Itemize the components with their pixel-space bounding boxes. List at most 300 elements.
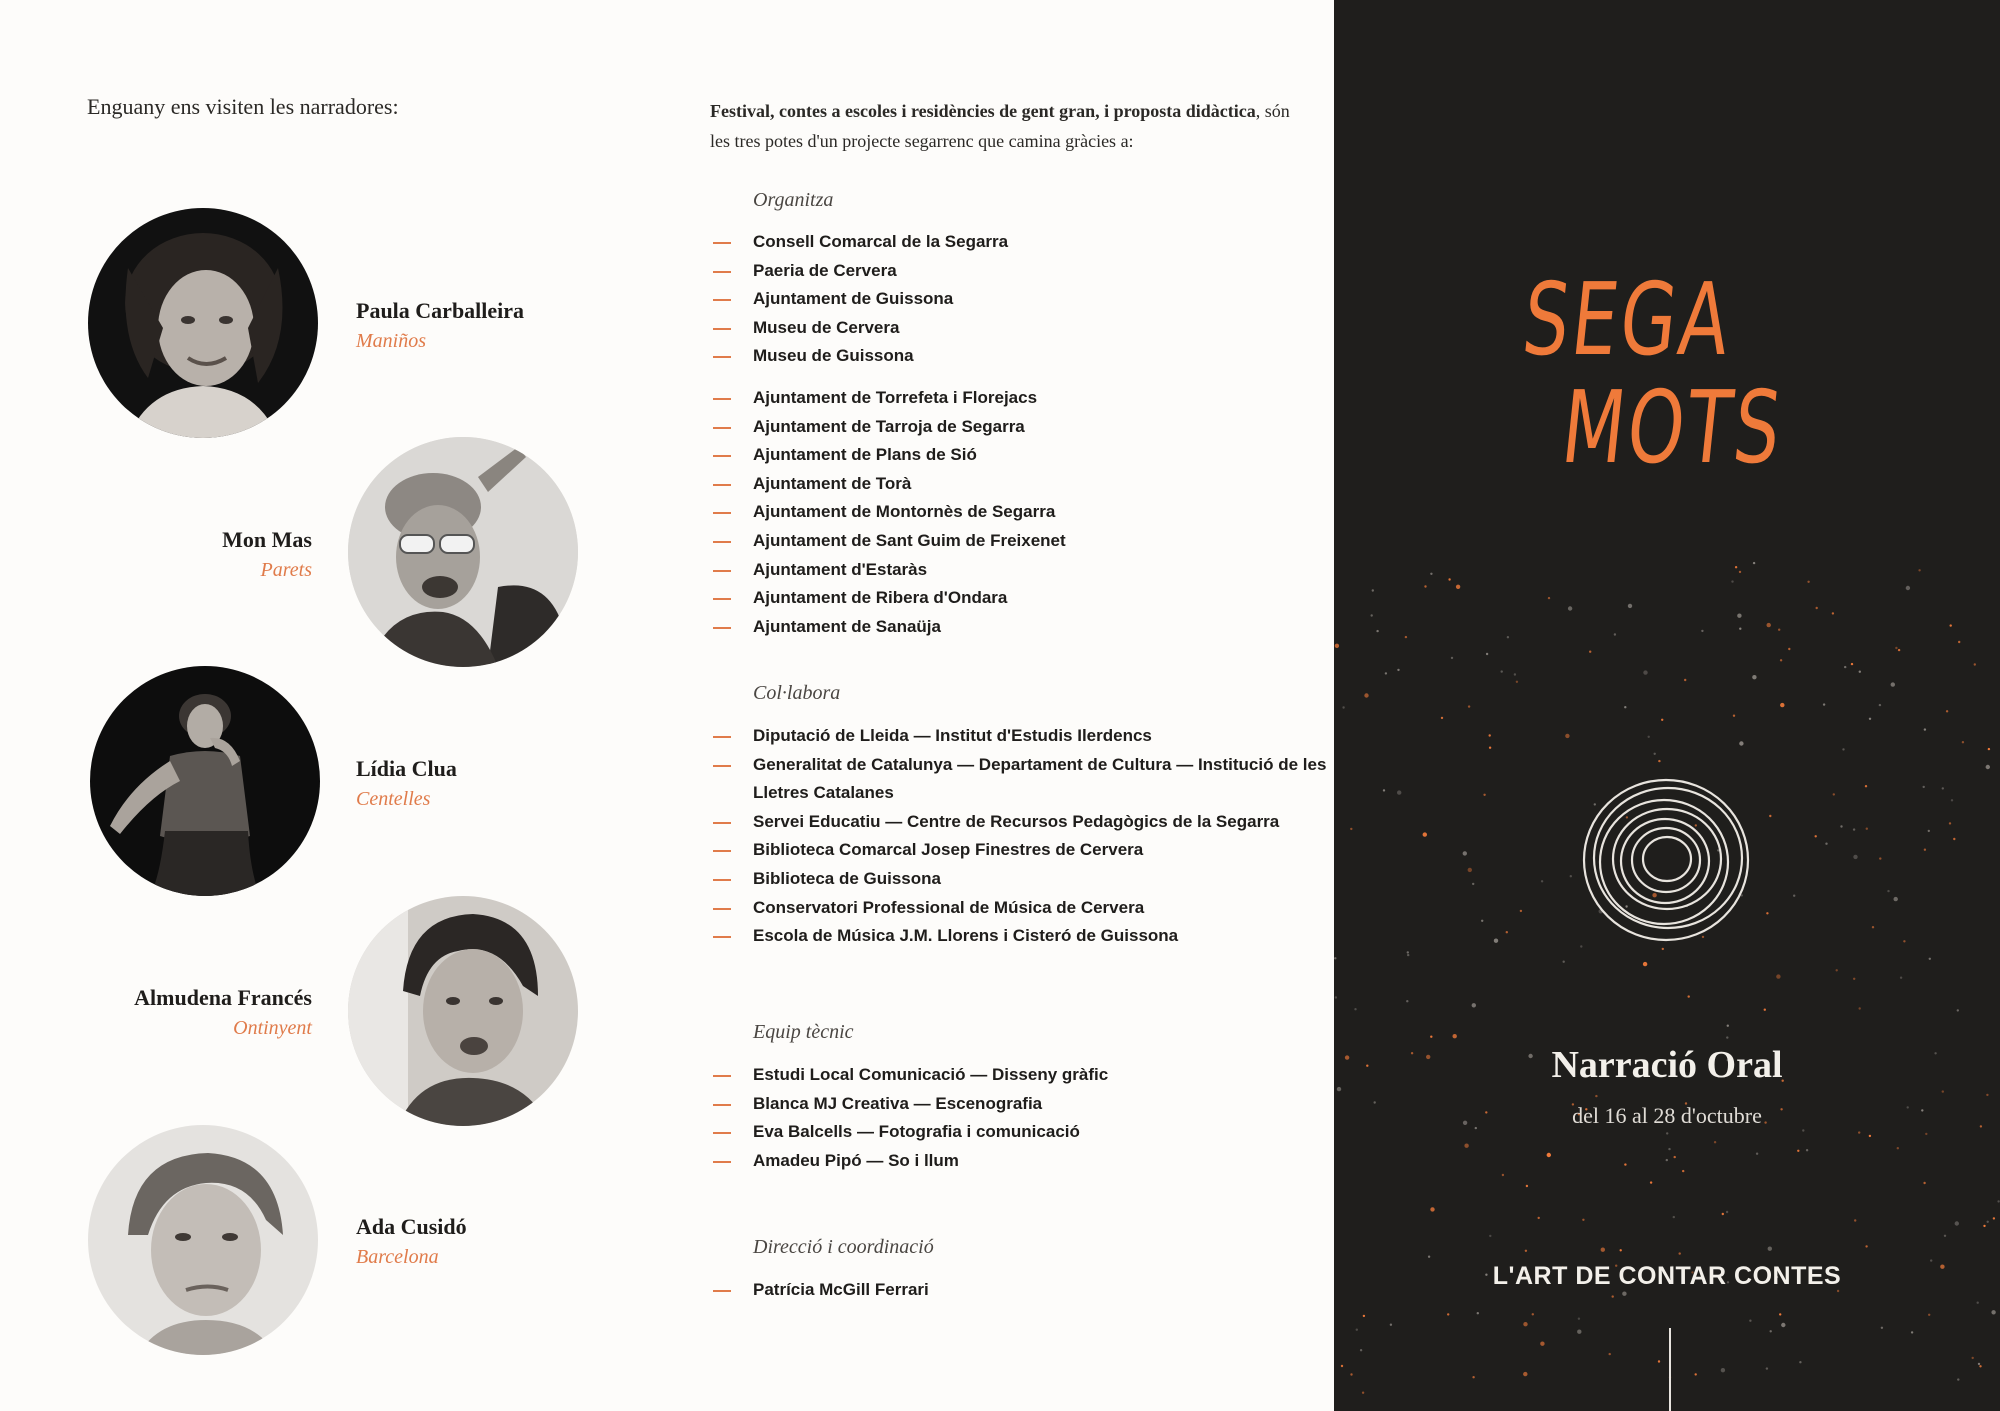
star-dot [1628, 604, 1632, 608]
star-dot [1547, 1153, 1551, 1157]
collabora-list [710, 722, 1330, 951]
star-dot [1944, 1235, 1946, 1237]
star-dot [1472, 1376, 1474, 1378]
star-dot [1986, 1094, 1988, 1096]
star-dot [1468, 868, 1472, 872]
direccio-list [710, 1276, 1330, 1305]
star-dot [1842, 748, 1844, 750]
list-item: Ajuntament de Guissona [710, 285, 1330, 314]
star-dot [1372, 589, 1374, 591]
star-dot [1851, 663, 1853, 665]
star-dot [1891, 682, 1895, 686]
star-dot [1614, 633, 1616, 635]
star-dot [1928, 1314, 1930, 1316]
star-dot [1477, 1312, 1479, 1314]
star-dot [1714, 1141, 1716, 1143]
star-dot [1815, 835, 1817, 837]
narrator-name: Paula Carballeira [356, 298, 525, 323]
star-dot [1612, 1295, 1614, 1297]
star-dot [1464, 1144, 1468, 1148]
star-dot [1376, 630, 1378, 632]
list-item: Ajuntament de Plans de Sió [710, 441, 1330, 470]
star-dot [1766, 912, 1768, 914]
star-dot [1489, 747, 1491, 749]
narrator-caption [356, 756, 616, 811]
narrator-portrait-mon [348, 437, 578, 667]
star-dot [1463, 851, 1467, 855]
organitza-list [710, 228, 1330, 641]
list-item: Patrícia McGill Ferrari [710, 1276, 1330, 1305]
star-dot [1983, 1225, 1985, 1227]
dash-icon [713, 512, 731, 514]
narrator-portrait-lidia [90, 666, 320, 896]
star-dot [1972, 1357, 1974, 1359]
star-dot [1986, 765, 1990, 769]
star-dot [1879, 857, 1881, 859]
star-dot [1682, 1170, 1684, 1172]
star-dot [1407, 954, 1409, 956]
star-dot [1957, 1009, 1959, 1011]
star-dot [1342, 706, 1344, 708]
star-dot [1925, 1133, 1927, 1135]
list-item: Paeria de Cervera [710, 257, 1330, 286]
dash-icon [713, 271, 731, 273]
star-dot [1768, 1247, 1772, 1251]
list-item: Estudi Local Comunicació — Disseny gràfic [710, 1061, 1330, 1090]
star-dot [1918, 569, 1920, 571]
star-dot [1456, 585, 1460, 589]
star-dot [1563, 961, 1565, 963]
star-dot [1516, 681, 1518, 683]
star-dot [1832, 612, 1834, 614]
star-dot [1923, 1182, 1925, 1184]
star-dot [1987, 1221, 1989, 1223]
list-item: Generalitat de Catalunya — Departament de Cultura — Institució de les Lletres Catalanes [710, 751, 1330, 808]
star-dot [1869, 718, 1871, 720]
star-dot [1749, 1320, 1751, 1322]
star-dot [1643, 670, 1647, 674]
star-dot [1362, 1392, 1364, 1394]
star-dot [1486, 653, 1488, 655]
section-title-direccio: Direcció i coordinació [753, 1236, 934, 1258]
star-dot [1865, 785, 1867, 787]
star-dot [1753, 562, 1755, 564]
event-title: Narració Oral [1551, 1044, 1783, 1086]
list-item: Diputació de Lleida — Institut d'Estudis Ilerdencs [710, 722, 1330, 751]
star-dot [1949, 822, 1951, 824]
dash-icon [713, 570, 731, 572]
star-dot [1578, 1318, 1580, 1320]
list-item: Museu de Cervera [710, 314, 1330, 343]
dash-icon [713, 1104, 731, 1106]
star-dot [1726, 1211, 1728, 1213]
star-dot [1406, 1000, 1408, 1002]
star-dot [1589, 651, 1591, 653]
star-dot [1778, 629, 1780, 631]
narrator-place: Centelles [356, 788, 431, 810]
star-dot [1520, 910, 1522, 912]
star-dot [1506, 931, 1508, 933]
star-dot [1483, 794, 1485, 796]
star-dot [1793, 895, 1795, 897]
star-dot [1673, 1216, 1675, 1218]
star-dot [1354, 1008, 1356, 1010]
narrator-name: Mon Mas [222, 527, 312, 552]
star-dot [1722, 1213, 1724, 1215]
star-dot [1853, 855, 1857, 859]
star-dot [1451, 657, 1453, 659]
star-dot [1688, 995, 1690, 997]
narrator-place: Barcelona [356, 1246, 439, 1268]
star-dot [1502, 1174, 1504, 1176]
list-item: Ajuntament de Torà [710, 470, 1330, 499]
star-dot [1726, 1036, 1728, 1038]
dash-icon [713, 242, 731, 244]
star-dot [1991, 1310, 1995, 1314]
segamots-logo [1507, 261, 1789, 486]
star-dot [1727, 1025, 1729, 1027]
portrait-photo-icon [88, 1125, 318, 1355]
star-dot [1532, 1313, 1534, 1315]
star-dot [1548, 597, 1550, 599]
narrator-name: Almudena Francés [134, 985, 312, 1010]
star-dot [1865, 1245, 1867, 1247]
star-dot [1565, 734, 1569, 738]
dash-icon [713, 736, 731, 738]
dash-icon [713, 936, 731, 938]
star-dot [1799, 1361, 1801, 1363]
dash-icon [713, 484, 731, 486]
list-item: Ajuntament de Torrefeta i Florejacs [710, 384, 1330, 413]
star-dot [1797, 1150, 1799, 1152]
star-dot [1853, 978, 1855, 980]
dash-icon [713, 299, 731, 301]
star-dot [1526, 1185, 1528, 1187]
list-item: Amadeu Pipó — So i llum [710, 1147, 1330, 1176]
star-dot [1383, 789, 1385, 791]
star-dot [1397, 790, 1401, 794]
narrator-caption [356, 1214, 616, 1269]
narrator-portrait-paula [88, 208, 318, 438]
dash-icon [713, 822, 731, 824]
star-dot [1979, 1365, 1981, 1367]
star-dot [1731, 580, 1733, 582]
star-dot [1840, 825, 1842, 827]
star-dot [1577, 1330, 1581, 1334]
dash-icon [713, 356, 731, 358]
star-dot [1898, 649, 1900, 651]
narrators-intro: Enguany ens visiten les narradores: [87, 94, 399, 119]
star-dot [1494, 939, 1498, 943]
star-dot [1780, 703, 1784, 707]
star-dot [1770, 1330, 1772, 1332]
star-dot [1766, 1367, 1768, 1369]
star-dot [1430, 1207, 1434, 1211]
star-dot [1666, 1159, 1668, 1161]
star-dot [1735, 566, 1737, 568]
star-dot [1385, 672, 1387, 674]
star-dot [1779, 1313, 1781, 1315]
star-dot [1997, 1200, 1999, 1202]
star-dot [1363, 1315, 1365, 1317]
star-dot [1859, 671, 1861, 673]
star-dot [1776, 974, 1780, 978]
star-dot [1514, 673, 1516, 675]
narrator-name: Lídia Clua [356, 756, 457, 781]
narrator-place: Parets [260, 559, 312, 581]
star-dot [1962, 741, 1964, 743]
star-dot [1337, 1087, 1341, 1091]
dash-icon [713, 765, 731, 767]
star-dot [1807, 581, 1809, 583]
star-dot [1942, 787, 1944, 789]
star-dot [1924, 728, 1926, 730]
star-dot [1853, 828, 1855, 830]
star-dot [1701, 630, 1703, 632]
star-dot [1894, 897, 1898, 901]
dash-icon [713, 1290, 731, 1292]
credits-intro-rest: , són les tres potes d'un projecte segarrenc que camina gràcies a: [710, 101, 1290, 151]
star-dot [1390, 1324, 1392, 1326]
star-dot [1859, 1007, 1861, 1009]
star-dot [1654, 753, 1656, 755]
star-dot [1953, 838, 1955, 840]
star-dot [1428, 1256, 1430, 1258]
star-dot [1895, 647, 1897, 649]
star-dot [1881, 1327, 1883, 1329]
star-dot [1350, 828, 1352, 830]
star-dot [1942, 1090, 1944, 1092]
star-dot [1767, 623, 1771, 627]
narrator-portrait-almudena [348, 896, 578, 1126]
star-dot [1737, 614, 1741, 618]
star-dot [1371, 614, 1373, 616]
portrait-photo-icon [348, 896, 578, 1126]
star-dot [1501, 670, 1503, 672]
star-dot [1525, 1250, 1527, 1252]
star-dot [1364, 693, 1368, 697]
portrait-photo-icon [90, 666, 320, 896]
star-dot [1643, 962, 1647, 966]
star-dot [1900, 977, 1902, 979]
star-dot [1453, 1034, 1457, 1038]
star-dot [1648, 736, 1650, 738]
list-item: Museu de Guissona [710, 342, 1330, 371]
star-dot [1993, 1217, 1995, 1219]
dash-icon [713, 1075, 731, 1077]
star-dot [1897, 1147, 1899, 1149]
star-dot [1823, 703, 1825, 705]
star-dot [1595, 1095, 1597, 1097]
list-item: Biblioteca Comarcal Josep Finestres de Cervera [710, 836, 1330, 865]
divider-line [1669, 1328, 1671, 1411]
narrator-portrait-ada [88, 1125, 318, 1355]
star-dot [1721, 1368, 1725, 1372]
dash-icon [713, 1132, 731, 1134]
list-item: Ajuntament de Sanaüja [710, 613, 1330, 642]
star-dot [1911, 1331, 1913, 1333]
star-dot [1468, 705, 1470, 707]
list-item: Eva Balcells — Fotografia i comunicació [710, 1118, 1330, 1147]
list-item: Conservatori Professional de Música de Cervera [710, 894, 1330, 923]
star-dot [1928, 830, 1930, 832]
star-dot [1538, 1217, 1540, 1219]
logo-line-1: SEGA [1517, 261, 1738, 378]
star-dot [1869, 1135, 1871, 1137]
section-title-equip-tecnic: Equip tècnic [753, 1021, 854, 1043]
star-dot [1661, 719, 1663, 721]
star-dot [1739, 628, 1741, 630]
dash-icon [713, 398, 731, 400]
list-item: Ajuntament de Montornès de Segarra [710, 498, 1330, 527]
star-dot [1582, 1219, 1584, 1221]
list-item: Escola de Música J.M. Llorens i Cisteró de Guissona [710, 922, 1330, 951]
star-dot [1472, 1003, 1476, 1007]
narrator-name: Ada Cusidó [356, 1214, 467, 1239]
star-dot [1334, 957, 1336, 959]
star-dot [1541, 880, 1543, 882]
star-dot [1679, 1252, 1681, 1254]
star-dot [1923, 786, 1925, 788]
star-dot [1658, 1360, 1660, 1362]
star-dot [1739, 741, 1743, 745]
star-dot [1407, 951, 1409, 953]
dash-icon [713, 879, 731, 881]
dash-icon [713, 455, 731, 457]
portrait-photo-icon [348, 437, 578, 667]
narrator-caption [52, 527, 312, 582]
narrators-column [0, 0, 670, 1411]
star-dot [1978, 1363, 1980, 1365]
star-dot [1335, 996, 1337, 998]
star-dot [1957, 1378, 1959, 1380]
star-dot [1788, 648, 1790, 650]
star-dot [1958, 641, 1960, 643]
star-dot [1523, 1372, 1527, 1376]
star-dot [1624, 706, 1626, 708]
star-dot [1872, 926, 1874, 928]
narrator-place: Ontinyent [233, 1017, 312, 1039]
star-dot [1405, 636, 1407, 638]
star-dot [1684, 679, 1686, 681]
event-dates: del 16 al 28 d'octubre [1572, 1103, 1762, 1128]
star-dot [1854, 1219, 1856, 1221]
star-dot [1756, 1153, 1758, 1155]
star-dot [1523, 1322, 1527, 1326]
credits-intro [710, 96, 1310, 156]
star-dot [1601, 1248, 1605, 1252]
star-dot [1955, 1221, 1959, 1225]
equip-tecnic-list [710, 1061, 1330, 1175]
dash-icon [713, 850, 731, 852]
star-dot [1356, 1329, 1358, 1331]
star-dot [1341, 1365, 1343, 1367]
star-dot [1360, 1349, 1362, 1351]
list-item: Ajuntament d'Estaràs [710, 556, 1330, 585]
star-dot [1781, 1323, 1785, 1327]
dash-icon [713, 627, 731, 629]
star-dot [1977, 1302, 1979, 1304]
star-dot [1620, 1249, 1622, 1251]
list-item: Servei Educatiu — Centre de Recursos Pedagògics de la Segarra [710, 808, 1330, 837]
star-dot [1816, 607, 1818, 609]
dash-icon [713, 541, 731, 543]
star-dot [1430, 1036, 1432, 1038]
star-dot [1806, 1149, 1808, 1151]
narrator-place: Maniños [356, 330, 426, 352]
star-dot [1430, 573, 1432, 575]
star-dot [1951, 799, 1953, 801]
star-dot [1624, 1163, 1626, 1165]
portrait-photo-icon [88, 208, 318, 438]
dash-icon [713, 908, 731, 910]
list-item: Ajuntament de Sant Guim de Freixenet [710, 527, 1330, 556]
star-dot [1974, 663, 1976, 665]
list-item: Blanca MJ Creativa — Escenografia [710, 1090, 1330, 1119]
star-dot [1924, 849, 1926, 851]
star-dot [1802, 1129, 1804, 1131]
dash-icon [713, 598, 731, 600]
cover-panel [1334, 0, 2000, 1411]
star-dot [1489, 1235, 1491, 1237]
star-dot [1472, 883, 1474, 885]
narrator-caption [356, 298, 616, 353]
star-dot [1752, 675, 1756, 679]
star-dot [1674, 1156, 1676, 1158]
star-dot [1739, 571, 1741, 573]
star-dot [1447, 1313, 1449, 1315]
star-dot [1666, 1132, 1668, 1134]
star-dot [1733, 715, 1735, 717]
star-dot [1335, 644, 1339, 648]
star-dot [1906, 586, 1910, 590]
star-dot [1423, 832, 1427, 836]
star-dot [1622, 1292, 1626, 1296]
star-dot [1424, 585, 1426, 587]
list-item: Ajuntament de Ribera d'Ondara [710, 584, 1330, 613]
list-item: Ajuntament de Tarroja de Segarra [710, 413, 1330, 442]
star-dot [1903, 940, 1905, 942]
star-dot [1668, 1148, 1670, 1150]
star-dot [1950, 624, 1952, 626]
star-dot [1946, 710, 1948, 712]
star-dot [1397, 669, 1399, 671]
star-dot [1609, 1353, 1611, 1355]
event-tagline: L'ART DE CONTAR CONTES [1492, 1262, 1842, 1290]
dash-icon [713, 1161, 731, 1163]
star-dot [1833, 793, 1835, 795]
star-dot [1540, 1342, 1544, 1346]
star-dot [1887, 890, 1889, 892]
star-dot [1825, 843, 1827, 845]
star-dot [1507, 636, 1509, 638]
credits-column [700, 0, 1327, 1411]
swirl-logo-icon [1566, 760, 1766, 960]
section-title-collabora: Col·labora [753, 682, 841, 704]
star-dot [1879, 704, 1881, 706]
list-item: Consell Comarcal de la Segarra [710, 228, 1330, 257]
star-dot [1695, 1373, 1697, 1375]
star-dot [1858, 1131, 1860, 1133]
credits-intro-bold: Festival, contes a escoles i residències de gent gran, i proposta didàctica [710, 101, 1256, 121]
section-title-organitza: Organitza [753, 189, 834, 211]
star-dot [1568, 606, 1572, 610]
star-dot [1929, 958, 1931, 960]
dash-icon [713, 328, 731, 330]
star-dot [1780, 659, 1782, 661]
starfield [1334, 0, 2000, 1411]
star-dot [1448, 578, 1450, 580]
